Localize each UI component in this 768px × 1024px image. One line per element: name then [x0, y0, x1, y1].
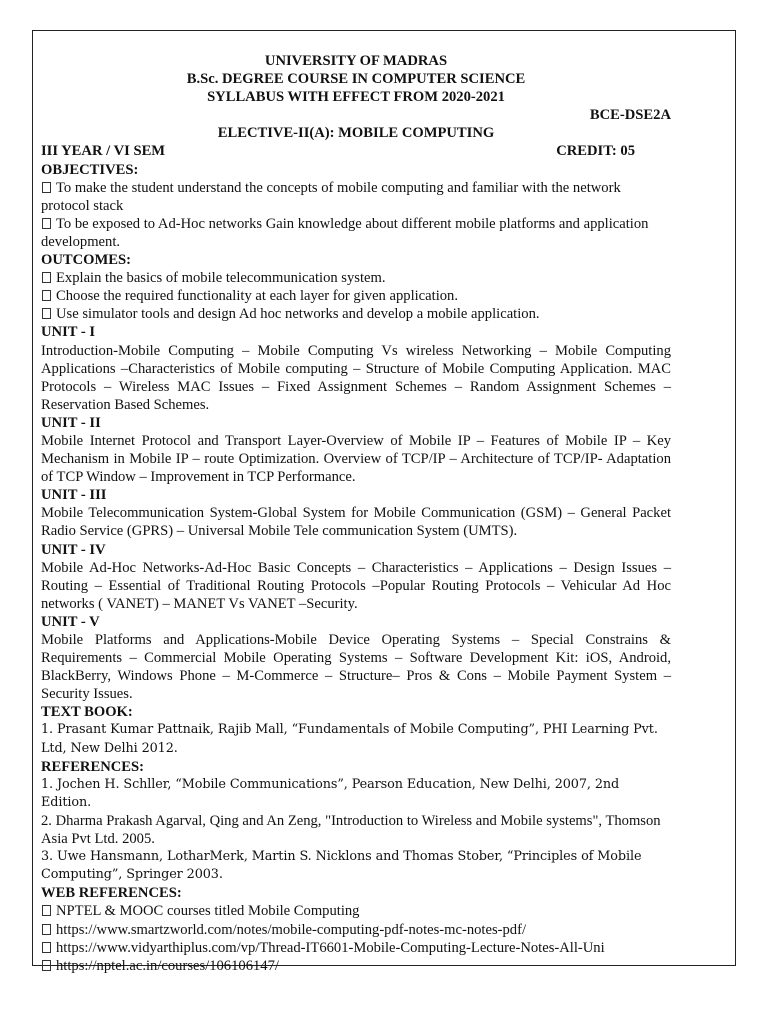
bullet-box-icon	[42, 942, 51, 953]
syllabus-title: SYLLABUS WITH EFFECT FROM 2020-2021	[207, 89, 505, 106]
bullet-box-icon	[42, 308, 51, 319]
web-reference-item: NPTEL & MOOC courses titled Mobile Computing	[41, 902, 671, 920]
web-reference-link[interactable]: https://nptel.ac.in/courses/106106147/	[41, 957, 671, 975]
outcome-item: Use simulator tools and design Ad hoc networks and develop a mobile application.	[41, 305, 671, 323]
unit-5-heading: UNIT - V	[41, 613, 100, 630]
unit-4-heading: UNIT - IV	[41, 541, 106, 558]
elective-title: ELECTIVE-II(A): MOBILE COMPUTING	[217, 125, 495, 142]
syllabus-document	[41, 52, 671, 975]
objective-item: To make the student understand the concepts of mobile computing and familiar with the network protocol stack	[41, 179, 621, 214]
credit: CREDIT: 05	[556, 143, 635, 160]
unit-3-body: Mobile Telecommunication System-Global System for Mobile Communication (GSM) – General Packet Radio Service (GPRS) – Universal Mobile Tele communication System (UMTS).	[41, 505, 671, 540]
references-heading: REFERENCES:	[41, 758, 144, 775]
unit-2-body: Mobile Internet Protocol and Transport Layer-Overview of Mobile IP – Features of Mobile IP – Key Mechanism in Mobile IP – route Optimization. Overview of TCP/IP – Architecture of TCP/IP- Adaptation of TCP Window – Improvement in TCP Performance.	[41, 432, 671, 486]
text-book-heading: TEXT BOOK:	[41, 704, 133, 721]
web-references-heading: WEB REFERENCES:	[41, 885, 182, 902]
web-reference-link[interactable]: https://www.vidyarthiplus.com/vp/Thread-IT6601-Mobile-Computing-Lecture-Notes-All-Uni	[41, 939, 671, 957]
year-sem: III YEAR / VI SEM	[41, 143, 166, 160]
year-credit-row	[41, 142, 671, 160]
unit-1-body: Introduction-Mobile Computing – Mobile Computing Vs wireless Networking – Mobile Computing Applications –Characteristics of Mobile computing – Structure of Mobile Computing Application. MAC Protocols – Wireless MAC Issues – Fixed Assignment Schemes – Random Assignment Schemes – Reservation Based Schemes.	[41, 342, 671, 413]
bullet-box-icon	[42, 924, 51, 935]
reference-item: 2. Dharma Prakash Agarval, Qing and An Zeng, "Introduction to Wireless and Mobile systems", Thomson Asia Pvt Ltd. 2005.	[41, 812, 661, 848]
bullet-box-icon	[42, 182, 51, 193]
bullet-box-icon	[42, 290, 51, 301]
outcomes-heading: OUTCOMES:	[41, 252, 131, 269]
course-code: BCE-DSE2A	[589, 107, 671, 124]
unit-5-body: Mobile Platforms and Applications-Mobile Device Operating Systems – Special Constrains & Requirements – Commercial Mobile Operating Systems – Software Development Kit: iOS, Android, BlackBerry, Windows Phone – M-Commerce – Structure– Pros & Cons – Mobile Payment System – Security Issues.	[41, 632, 671, 703]
unit-2-heading: UNIT - II	[41, 414, 101, 431]
bullet-box-icon	[42, 218, 51, 229]
objective-item: To be exposed to Ad-Hoc networks Gain knowledge about different mobile platforms and application development.	[41, 215, 649, 250]
unit-3-heading: UNIT - III	[41, 487, 107, 504]
degree-title: B.Sc. DEGREE COURSE IN COMPUTER SCIENCE	[186, 71, 526, 88]
objectives-heading: OBJECTIVES:	[41, 161, 139, 178]
reference-item: 3. Uwe Hansmann, LotharMerk, Martin S. Nicklons and Thomas Stober, “Principles of Mobile Computing”, Springer 2003.	[41, 849, 642, 883]
outcome-item: Choose the required functionality at each layer for given application.	[41, 287, 671, 305]
bullet-box-icon	[42, 905, 51, 916]
bullet-box-icon	[42, 960, 51, 971]
university-title: UNIVERSITY OF MADRAS	[264, 53, 448, 69]
unit-4-body: Mobile Ad-Hoc Networks-Ad-Hoc Basic Concepts – Characteristics – Applications – Design Issues – Routing – Essential of Traditional Routing Protocols –Popular Routing Protocols – Vehicular Ad Hoc networks ( VANET) – MANET Vs VANET –Security.	[41, 559, 671, 612]
outcome-item: Explain the basics of mobile telecommunication system.	[41, 269, 671, 287]
unit-1-heading: UNIT - I	[41, 324, 96, 341]
reference-item: 1. Jochen H. Schller, “Mobile Communications”, Pearson Education, New Delhi, 2007, 2nd Edition.	[41, 776, 620, 810]
bullet-box-icon	[42, 272, 51, 283]
text-book-item: 1. Prasant Kumar Pattnaik, Rajib Mall, “Fundamentals of Mobile Computing”, PHI Learning Pvt. Ltd, New Delhi 2012.	[41, 722, 658, 756]
web-reference-link[interactable]: https://www.smartzworld.com/notes/mobile-computing-pdf-notes-mc-notes-pdf/	[41, 921, 671, 939]
